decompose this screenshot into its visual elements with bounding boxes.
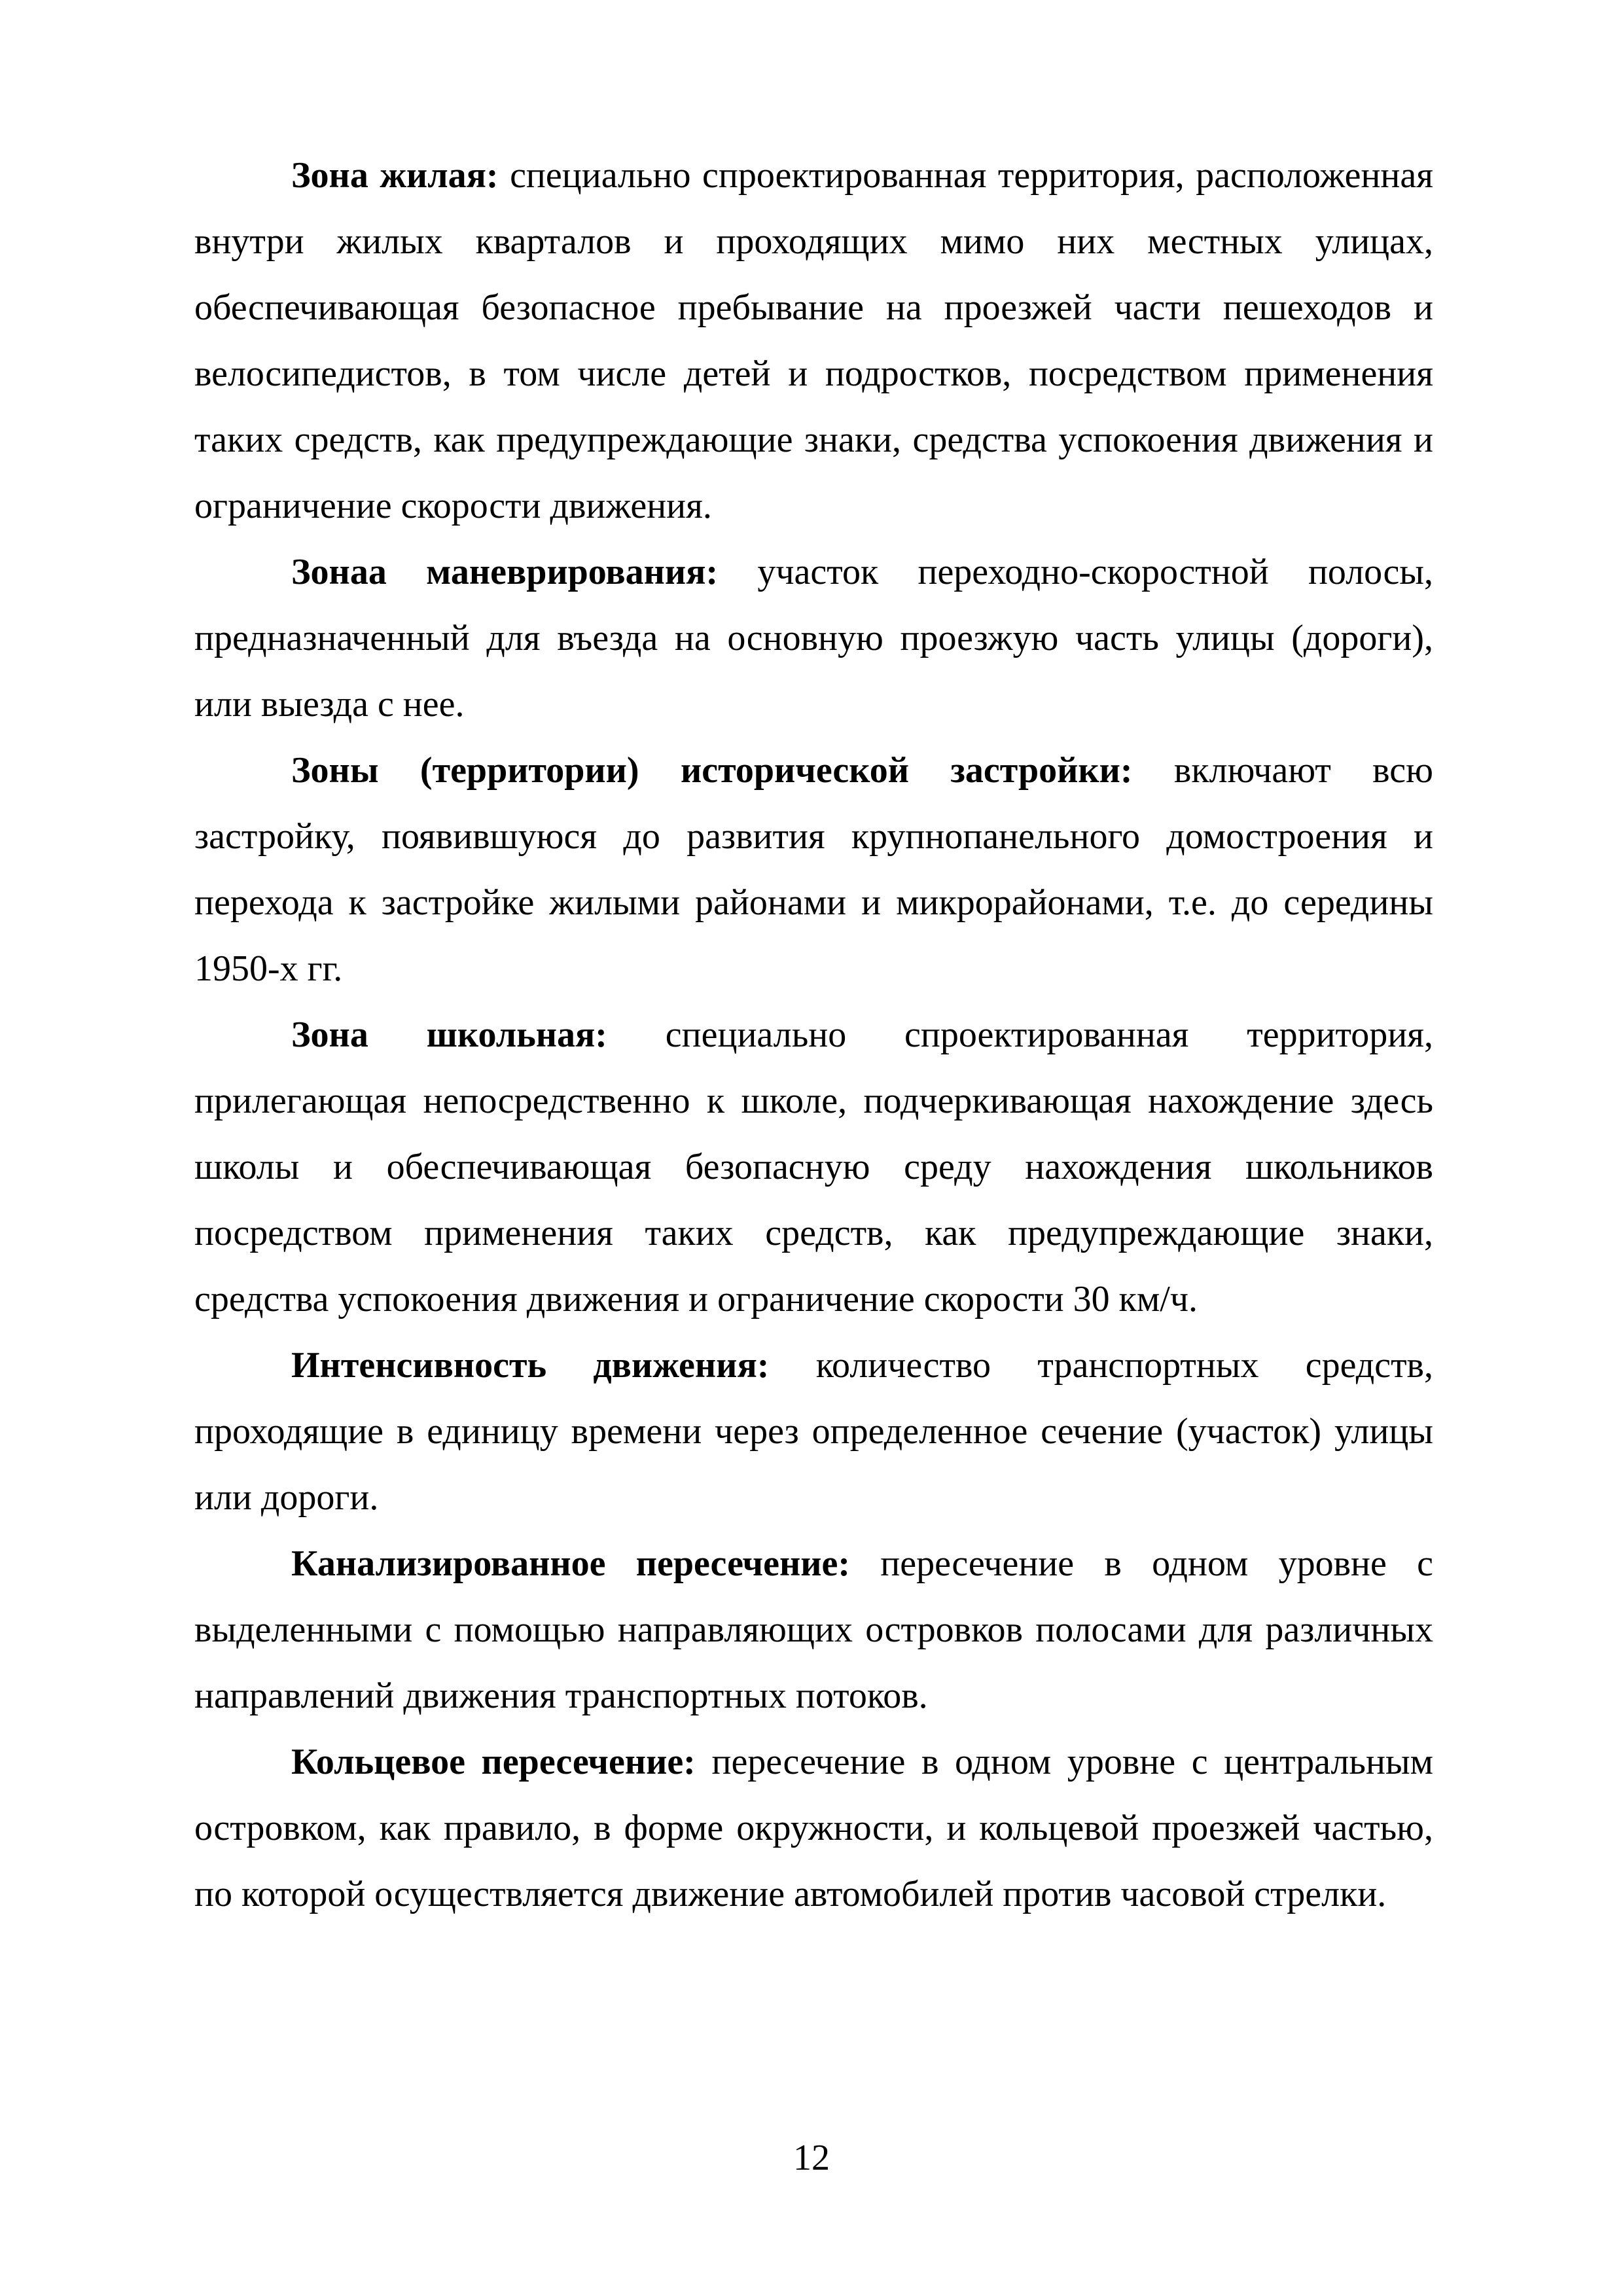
term-title: Зона жилая:	[291, 155, 499, 196]
term-title: Зонаа маневрирования:	[291, 552, 719, 592]
term-definition: специально спроектированная территория, прилегающая непосредственно к школе, подчеркивающая нахождение здесь школы и обеспечивающая безопасную среду нахождения школьников посредством применения таких средств, как предупреждающие знаки, средства успокоения движения и ограничение скорости 30 км/ч.	[194, 1014, 1434, 1319]
term-definition: пересечение в одном уровне с центральным островком, как правило, в форме окружности, и кольцевой проезжей частью, по которой осуществляется движение автомобилей против часовой стрелки.	[194, 1742, 1434, 1914]
document-body	[194, 143, 1433, 1928]
page-number: 12	[793, 2138, 830, 2178]
term-definition: участок переходно-скоростной полосы, предназначенный для въезда на основную проезжую часть улицы (дороги), или выезда с нее.	[194, 552, 1433, 725]
term-title: Кольцевое пересечение:	[291, 1742, 696, 1782]
term-definition: включают всю застройку, появившуюся до развития крупнопанельного домостроения и перехода к застройке жилыми районами и микрорайонами, т.е. до середины 1950-х гг.	[194, 750, 1433, 989]
term-definition: количество транспортных средств, проходящие в единицу времени через определенное сечение (участок) улицы или дороги.	[194, 1345, 1433, 1518]
term-title: Интенсивность движения:	[291, 1345, 770, 1386]
term-kanalizirovannoe-peresechenie	[194, 1531, 1433, 1729]
term-title: Канализированное пересечение:	[291, 1543, 850, 1584]
term-zony-istoricheskoy-zastroyki	[194, 738, 1433, 1002]
term-title: Зона школьная:	[291, 1014, 607, 1055]
term-title: Зоны (территории) исторической застройки:	[291, 750, 1133, 791]
term-zona-manevrirovaniya	[194, 539, 1433, 738]
term-definition: пересечение в одном уровне с выделенными с помощью направляющих островков полосами для различных направлений движения транспортных потоков.	[194, 1543, 1433, 1716]
term-definition: специально спроектированная территория, расположенная внутри жилых кварталов и проходящих мимо них местных улицах, обеспечивающая безопасное пребывание на проезжей части пешеходов и велосипедистов, в том числе детей и подростков, посредством применения таких средств, как предупреждающие знаки, средства успокоения движения и ограничение скорости движения.	[194, 155, 1433, 526]
term-zona-zhilaya	[194, 143, 1433, 539]
term-intensivnost-dvizheniya	[194, 1333, 1433, 1531]
term-zona-shkolnaya	[194, 1002, 1433, 1333]
term-koltsevoe-peresechenie	[194, 1729, 1433, 1928]
